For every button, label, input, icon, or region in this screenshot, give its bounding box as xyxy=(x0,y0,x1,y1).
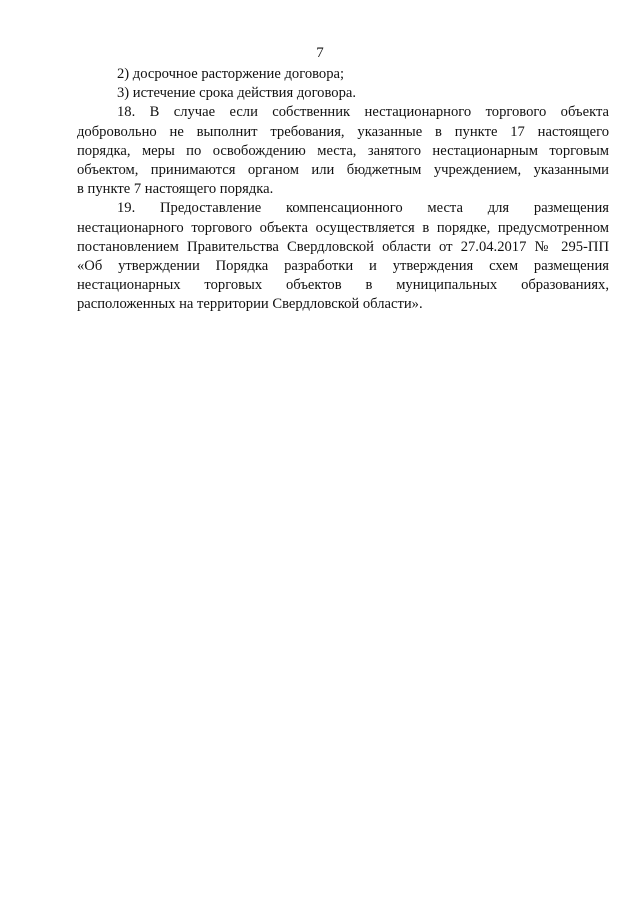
paragraph-19-line: расположенных на территории Свердловской области». xyxy=(77,296,423,313)
list-item-contract-expiry: 3) истечение срока действия договора. xyxy=(117,85,356,102)
paragraph-19-line: «Об утверждении Порядка разработки и утверждения схем размещения xyxy=(77,258,609,275)
paragraph-18-line: в пункте 7 настоящего порядка. xyxy=(77,181,274,198)
paragraph-18 xyxy=(77,103,609,199)
paragraph-18-line: 18. В случае если собственник нестационарного торгового объекта xyxy=(117,104,609,121)
list-item-early-termination: 2) досрочное расторжение договора; xyxy=(117,66,345,82)
paragraph-19-line: постановлением Правительства Свердловской области от 27.04.2017 № 295-ПП xyxy=(77,238,609,255)
paragraph-18-line: добровольно не выполнит требования, указанные в пункте 17 настоящего xyxy=(77,123,609,140)
paragraph-19-line: 19. Предоставление компенсационного места для размещения xyxy=(117,200,609,217)
paragraph-19-line: нестационарного торгового объекта осуществляется в порядке, предусмотренном xyxy=(77,219,609,236)
page-number: 7 xyxy=(316,45,324,61)
paragraph-18-line: объектом, принимаются органом или бюджетным учреждением, указанными xyxy=(77,162,609,179)
paragraph-19-line: нестационарных торговых объектов в муниципальных образованиях, xyxy=(77,277,609,294)
paragraph-19 xyxy=(77,199,609,314)
paragraph-18-line: порядка, меры по освобождению места, занятого нестационарным торговым xyxy=(77,142,609,159)
document-body xyxy=(77,65,609,315)
